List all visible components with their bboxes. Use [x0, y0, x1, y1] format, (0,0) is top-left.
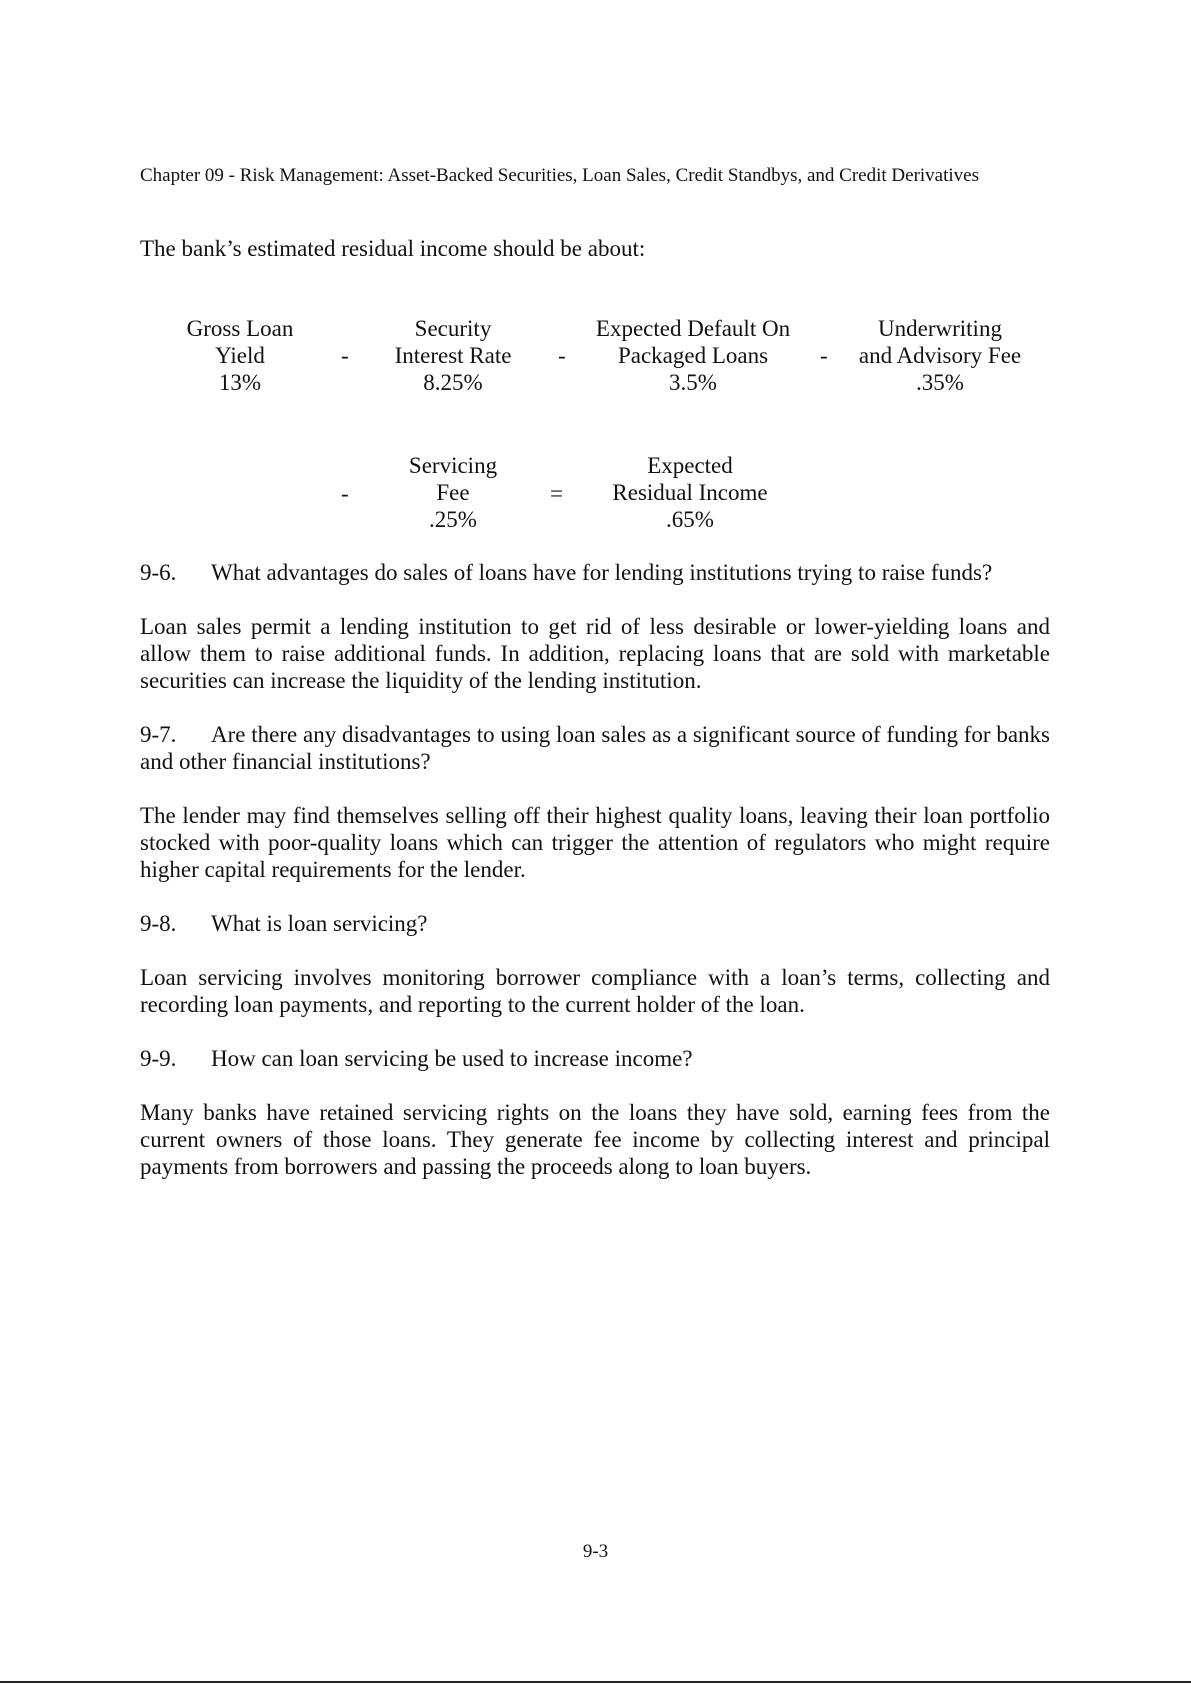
chapter-header: Chapter 09 - Risk Management: Asset-Backed Securities, Loan Sales, Credit Standbys, and Credit Derivatives — [140, 165, 979, 186]
question-number: 9-8. — [140, 911, 177, 936]
question-text: What advantages do sales of loans have for lending institutions trying to raise funds? — [211, 560, 993, 585]
question-text: Are there any disadvantages to using loan sales as a significant source of funding for banks and other financial institutions? — [140, 722, 1050, 774]
term-label-line2: Yield — [215, 343, 265, 368]
equals-operator: = — [550, 481, 563, 506]
question-text: What is loan servicing? — [211, 911, 428, 936]
question-9-8 — [140, 910, 1050, 937]
term-expected-default — [563, 315, 823, 396]
answer-9-6: Loan sales permit a lending institution to get rid of less desirable or lower-yielding loans and allow them to raise additional funds. In addition, replacing loans that are sold with marketable securities can increase the liquidity of the lending institution. — [140, 614, 1050, 693]
term-underwriting-fee — [810, 315, 1070, 396]
term-security-interest-rate — [323, 315, 583, 396]
term-value: 13% — [218, 370, 262, 395]
term-label-line1: Underwriting — [878, 316, 1002, 341]
minus-operator: - — [558, 343, 566, 368]
term-expected-residual-income — [560, 452, 820, 533]
minus-operator: - — [341, 481, 349, 506]
term-label-line2: Fee — [436, 480, 470, 505]
term-value: 8.25% — [423, 370, 483, 395]
question-9-9 — [140, 1045, 1050, 1072]
term-value: .35% — [916, 370, 964, 395]
term-label-line1: Gross Loan — [186, 316, 294, 341]
page-number: 9-3 — [582, 1541, 609, 1562]
question-text: How can loan servicing be used to increase income? — [211, 1046, 693, 1071]
term-label-line1: Expected Default On — [595, 316, 791, 341]
intro-text: The bank’s estimated residual income should be about: — [140, 236, 646, 261]
term-label-line1: Security — [414, 316, 492, 341]
question-number: 9-6. — [140, 560, 177, 585]
term-label-line2: Packaged Loans — [617, 343, 769, 368]
minus-operator: - — [820, 343, 828, 368]
term-label-line1: Expected — [647, 453, 733, 478]
term-value: .65% — [666, 507, 714, 532]
term-label-line1: Servicing — [408, 453, 498, 478]
term-label-line2: Residual Income — [612, 480, 768, 505]
term-value: 3.5% — [669, 370, 717, 395]
term-label-line2: and Advisory Fee — [858, 343, 1022, 368]
answer-9-9: Many banks have retained servicing rights on the loans they have sold, earning fees from the current owners of those loans. They generate fee income by collecting interest and principal payments from borrowers and passing the proceeds along to loan buyers. — [140, 1100, 1050, 1179]
question-number: 9-7. — [140, 722, 177, 747]
term-servicing-fee — [323, 452, 583, 533]
term-value: .25% — [429, 507, 477, 532]
page-edge-divider — [0, 1681, 1191, 1683]
question-number: 9-9. — [140, 1046, 177, 1071]
answer-9-7: The lender may find themselves selling off their highest quality loans, leaving their loan portfolio stocked with poor-quality loans which can trigger the attention of regulators who might require higher capital requirements for the lender. — [140, 803, 1050, 882]
term-label-line2: Interest Rate — [394, 343, 512, 368]
question-9-6 — [140, 559, 1050, 586]
question-9-7 — [140, 721, 1050, 775]
minus-operator: - — [341, 343, 349, 368]
answer-9-8: Loan servicing involves monitoring borrower compliance with a loan’s terms, collecting and recording loan payments, and reporting to the current holder of the loan. — [140, 965, 1050, 1017]
